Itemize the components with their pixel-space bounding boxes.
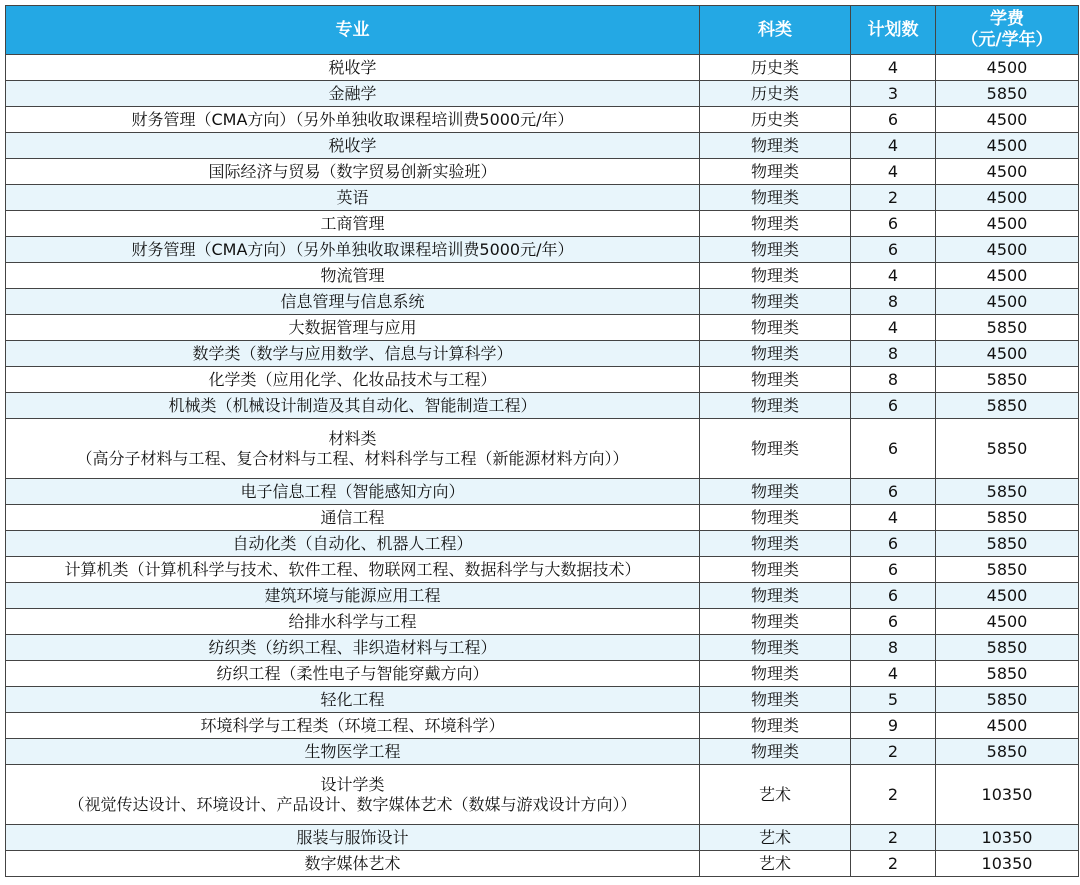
cell-major xyxy=(6,107,700,133)
cell-fee: 10350 xyxy=(936,765,1079,825)
cell-category: 艺术 xyxy=(700,825,851,851)
cell-plan-count: 8 xyxy=(851,341,936,367)
cell-fee: 4500 xyxy=(936,583,1079,609)
cell-major xyxy=(6,289,700,315)
table-row xyxy=(6,81,1079,107)
cell-category: 物理类 xyxy=(700,211,851,237)
cell-major xyxy=(6,531,700,557)
cell-major xyxy=(6,263,700,289)
cell-category: 物理类 xyxy=(700,687,851,713)
major-name: 材料类 xyxy=(328,428,377,448)
major-name: 财务管理（CMA方向）（另外单独收取课程培训费5000元/年） xyxy=(131,239,574,259)
header-fee xyxy=(936,6,1079,55)
cell-category: 物理类 xyxy=(700,159,851,185)
cell-category: 物理类 xyxy=(700,393,851,419)
cell-plan-count: 8 xyxy=(851,289,936,315)
cell-plan-count: 8 xyxy=(851,367,936,393)
cell-plan-count: 3 xyxy=(851,81,936,107)
table-row xyxy=(6,687,1079,713)
cell-plan-count: 4 xyxy=(851,159,936,185)
table-row xyxy=(6,419,1079,479)
cell-category: 物理类 xyxy=(700,557,851,583)
table-row xyxy=(6,55,1079,81)
table-row xyxy=(6,479,1079,505)
major-name: 生物医学工程 xyxy=(304,741,401,761)
header-fee-line1: 学费 xyxy=(990,9,1024,29)
table-row xyxy=(6,531,1079,557)
table-row xyxy=(6,635,1079,661)
cell-fee: 4500 xyxy=(936,185,1079,211)
header-category: 科类 xyxy=(700,6,851,55)
cell-category: 物理类 xyxy=(700,531,851,557)
cell-fee: 4500 xyxy=(936,55,1079,81)
cell-category: 艺术 xyxy=(700,851,851,877)
cell-fee: 4500 xyxy=(936,713,1079,739)
table-row xyxy=(6,263,1079,289)
cell-category: 物理类 xyxy=(700,289,851,315)
cell-major xyxy=(6,479,700,505)
cell-fee: 5850 xyxy=(936,479,1079,505)
major-name: 英语 xyxy=(336,187,369,207)
cell-fee: 4500 xyxy=(936,133,1079,159)
cell-fee: 4500 xyxy=(936,237,1079,263)
cell-category: 物理类 xyxy=(700,237,851,263)
table-row xyxy=(6,557,1079,583)
cell-plan-count: 2 xyxy=(851,739,936,765)
cell-major xyxy=(6,739,700,765)
table-row xyxy=(6,211,1079,237)
table-row xyxy=(6,661,1079,687)
major-name: 通信工程 xyxy=(320,507,385,527)
table-row xyxy=(6,713,1079,739)
cell-plan-count: 6 xyxy=(851,531,936,557)
major-name: 税收学 xyxy=(328,57,377,77)
major-name: 信息管理与信息系统 xyxy=(280,291,425,311)
cell-category: 物理类 xyxy=(700,185,851,211)
major-name: 数学类（数学与应用数学、信息与计算科学） xyxy=(192,343,513,363)
major-name: 数字媒体艺术 xyxy=(304,853,401,873)
cell-plan-count: 6 xyxy=(851,211,936,237)
table-row xyxy=(6,185,1079,211)
cell-fee: 5850 xyxy=(936,531,1079,557)
cell-plan-count: 6 xyxy=(851,557,936,583)
cell-plan-count: 6 xyxy=(851,609,936,635)
table-row xyxy=(6,289,1079,315)
table-row xyxy=(6,851,1079,877)
major-name: 计算机类（计算机科学与技术、软件工程、物联网工程、数据科学与大数据技术） xyxy=(64,559,641,579)
cell-plan-count: 4 xyxy=(851,55,936,81)
cell-major xyxy=(6,185,700,211)
header-major: 专业 xyxy=(6,6,700,55)
cell-fee: 5850 xyxy=(936,315,1079,341)
cell-major xyxy=(6,341,700,367)
major-name: 纺织类（纺织工程、非织造材料与工程） xyxy=(208,637,497,657)
cell-plan-count: 4 xyxy=(851,315,936,341)
cell-category: 历史类 xyxy=(700,55,851,81)
cell-category: 物理类 xyxy=(700,367,851,393)
cell-category: 历史类 xyxy=(700,81,851,107)
cell-fee: 5850 xyxy=(936,739,1079,765)
cell-major xyxy=(6,133,700,159)
table-row xyxy=(6,341,1079,367)
cell-major xyxy=(6,505,700,531)
cell-category: 物理类 xyxy=(700,635,851,661)
cell-plan-count: 6 xyxy=(851,419,936,479)
cell-plan-count: 6 xyxy=(851,479,936,505)
cell-major xyxy=(6,55,700,81)
major-name: 服装与服饰设计 xyxy=(296,827,409,847)
cell-plan-count: 4 xyxy=(851,505,936,531)
major-name: 给排水科学与工程 xyxy=(288,611,417,631)
cell-major xyxy=(6,557,700,583)
cell-major xyxy=(6,367,700,393)
major-name: 金融学 xyxy=(328,83,377,103)
major-name: 设计学类 xyxy=(320,774,385,794)
cell-major xyxy=(6,713,700,739)
cell-major xyxy=(6,635,700,661)
cell-plan-count: 8 xyxy=(851,635,936,661)
major-name: 机械类（机械设计制造及其自动化、智能制造工程） xyxy=(168,395,537,415)
major-name: 轻化工程 xyxy=(320,689,385,709)
cell-category: 物理类 xyxy=(700,479,851,505)
cell-fee: 5850 xyxy=(936,367,1079,393)
cell-fee: 4500 xyxy=(936,107,1079,133)
table-row xyxy=(6,825,1079,851)
cell-plan-count: 2 xyxy=(851,825,936,851)
cell-fee: 5850 xyxy=(936,505,1079,531)
cell-fee: 5850 xyxy=(936,393,1079,419)
cell-major xyxy=(6,159,700,185)
cell-plan-count: 5 xyxy=(851,687,936,713)
major-name: 税收学 xyxy=(328,135,377,155)
header-fee-line2: （元/学年） xyxy=(961,30,1053,50)
major-note: （视觉传达设计、环境设计、产品设计、数字媒体艺术（数媒与游戏设计方向）） xyxy=(68,794,637,814)
major-name: 纺织工程（柔性电子与智能穿戴方向） xyxy=(216,663,489,683)
cell-category: 物理类 xyxy=(700,713,851,739)
cell-category: 物理类 xyxy=(700,133,851,159)
table-row xyxy=(6,133,1079,159)
major-name: 大数据管理与应用 xyxy=(288,317,417,337)
cell-plan-count: 2 xyxy=(851,851,936,877)
enrollment-plan-table xyxy=(5,5,1079,877)
cell-plan-count: 2 xyxy=(851,185,936,211)
cell-category: 历史类 xyxy=(700,107,851,133)
cell-plan-count: 6 xyxy=(851,107,936,133)
cell-major xyxy=(6,851,700,877)
cell-major xyxy=(6,419,700,479)
cell-major xyxy=(6,825,700,851)
table-row xyxy=(6,159,1079,185)
major-name: 物流管理 xyxy=(320,265,385,285)
major-name: 环境科学与工程类（环境工程、环境科学） xyxy=(200,715,505,735)
cell-major xyxy=(6,237,700,263)
cell-fee: 5850 xyxy=(936,419,1079,479)
table-row xyxy=(6,739,1079,765)
table-row xyxy=(6,367,1079,393)
table-row xyxy=(6,609,1079,635)
major-name: 国际经济与贸易（数字贸易创新实验班） xyxy=(208,161,497,181)
header-plan-count: 计划数 xyxy=(851,6,936,55)
cell-category: 物理类 xyxy=(700,505,851,531)
cell-fee: 5850 xyxy=(936,661,1079,687)
cell-fee: 5850 xyxy=(936,687,1079,713)
major-name: 电子信息工程（智能感知方向） xyxy=(240,481,465,501)
cell-plan-count: 2 xyxy=(851,765,936,825)
cell-major xyxy=(6,609,700,635)
major-note: （高分子材料与工程、复合材料与工程、材料科学与工程（新能源材料方向）） xyxy=(76,448,629,468)
header-row xyxy=(6,6,1079,55)
cell-plan-count: 6 xyxy=(851,583,936,609)
major-name: 财务管理（CMA方向）（另外单独收取课程培训费5000元/年） xyxy=(131,109,574,129)
cell-plan-count: 6 xyxy=(851,237,936,263)
major-name: 化学类（应用化学、化妆品技术与工程） xyxy=(208,369,497,389)
cell-fee: 5850 xyxy=(936,635,1079,661)
cell-fee: 5850 xyxy=(936,557,1079,583)
cell-category: 物理类 xyxy=(700,661,851,687)
cell-category: 物理类 xyxy=(700,419,851,479)
table-row xyxy=(6,393,1079,419)
cell-plan-count: 9 xyxy=(851,713,936,739)
cell-fee: 4500 xyxy=(936,609,1079,635)
cell-category: 物理类 xyxy=(700,609,851,635)
major-name: 工商管理 xyxy=(320,213,385,233)
cell-category: 物理类 xyxy=(700,263,851,289)
major-name: 建筑环境与能源应用工程 xyxy=(264,585,441,605)
cell-fee: 4500 xyxy=(936,289,1079,315)
cell-plan-count: 4 xyxy=(851,263,936,289)
table-row xyxy=(6,505,1079,531)
cell-major xyxy=(6,661,700,687)
cell-major xyxy=(6,393,700,419)
cell-major xyxy=(6,81,700,107)
cell-major xyxy=(6,583,700,609)
cell-category: 物理类 xyxy=(700,583,851,609)
cell-major xyxy=(6,211,700,237)
table-row xyxy=(6,237,1079,263)
table-row xyxy=(6,765,1079,825)
cell-major xyxy=(6,687,700,713)
table-row xyxy=(6,315,1079,341)
cell-major xyxy=(6,765,700,825)
cell-plan-count: 6 xyxy=(851,393,936,419)
cell-major xyxy=(6,315,700,341)
major-name: 自动化类（自动化、机器人工程） xyxy=(232,533,473,553)
cell-fee: 4500 xyxy=(936,263,1079,289)
cell-fee: 5850 xyxy=(936,81,1079,107)
cell-fee: 4500 xyxy=(936,341,1079,367)
cell-category: 艺术 xyxy=(700,765,851,825)
cell-fee: 10350 xyxy=(936,825,1079,851)
table-row xyxy=(6,583,1079,609)
cell-fee: 4500 xyxy=(936,211,1079,237)
cell-category: 物理类 xyxy=(700,341,851,367)
cell-category: 物理类 xyxy=(700,315,851,341)
cell-category: 物理类 xyxy=(700,739,851,765)
cell-plan-count: 4 xyxy=(851,661,936,687)
table-body xyxy=(6,55,1079,877)
cell-fee: 4500 xyxy=(936,159,1079,185)
cell-fee: 10350 xyxy=(936,851,1079,877)
table-row xyxy=(6,107,1079,133)
cell-plan-count: 4 xyxy=(851,133,936,159)
